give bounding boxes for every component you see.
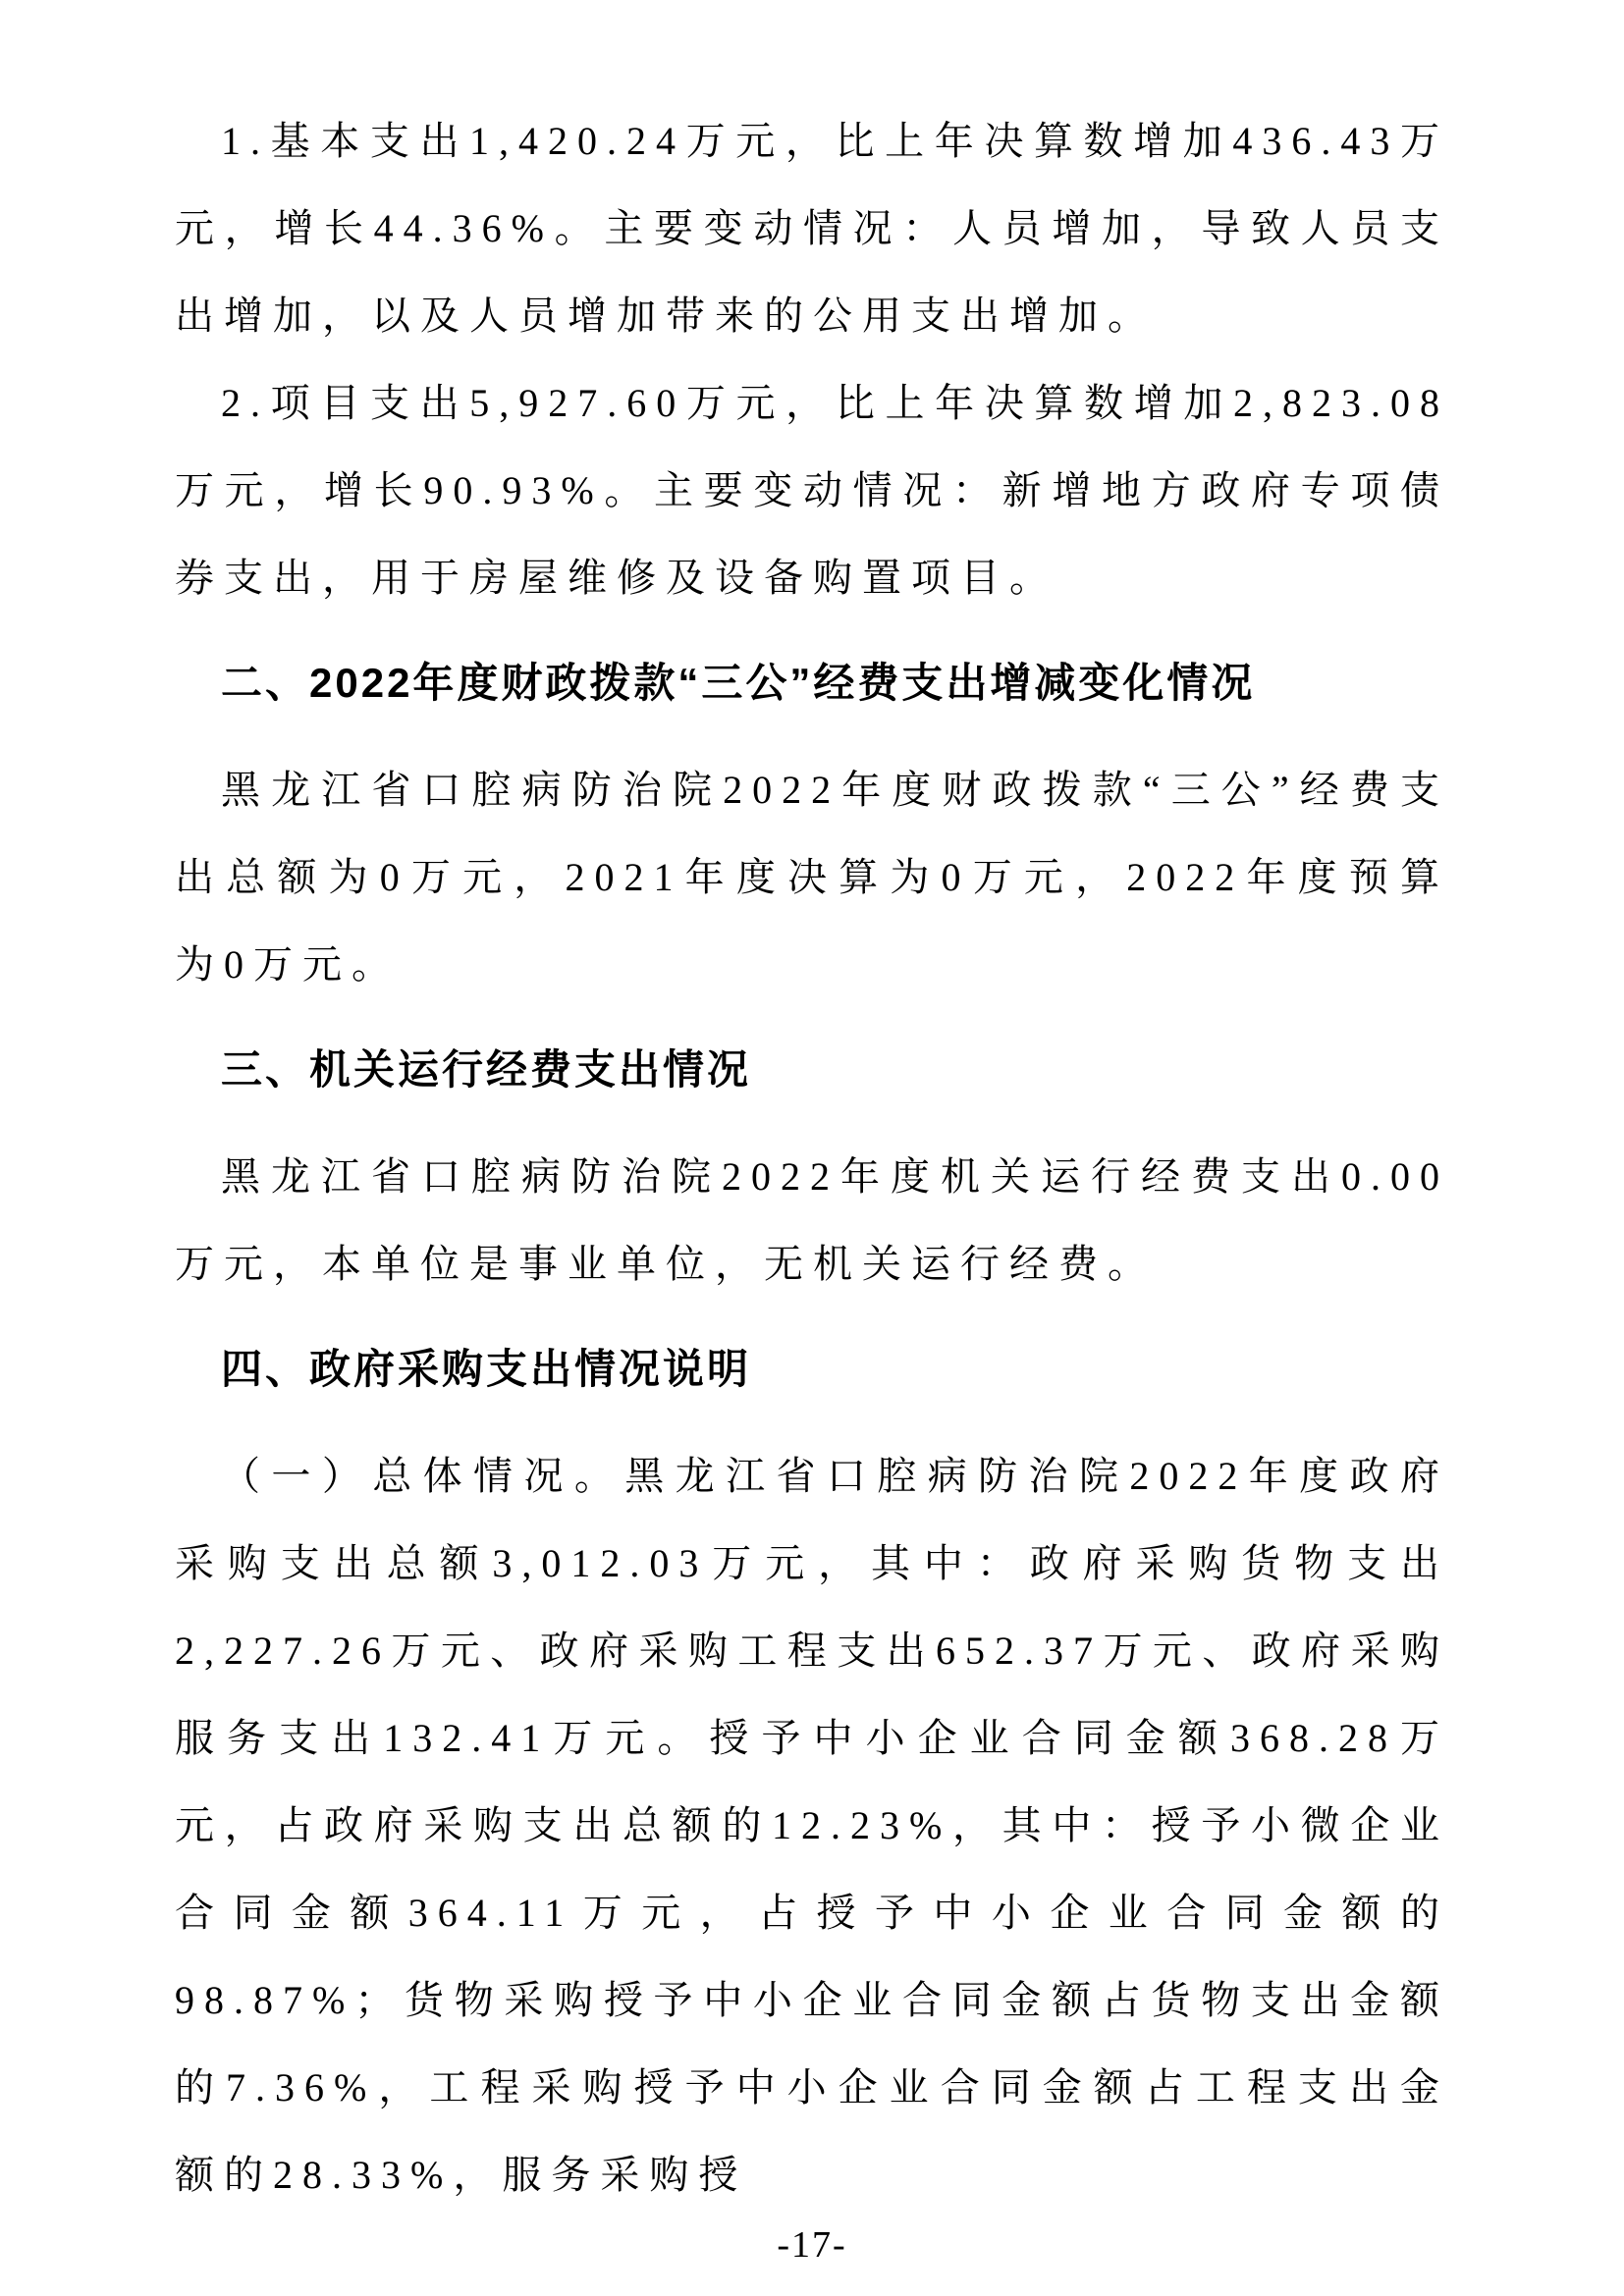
paragraph-basic-expenditure: 1.基本支出1,420.24万元，比上年决算数增加436.43万元，增长44.36%。主要变动情况：人员增加，导致人员支出增加，以及人员增加带来的公用支出增加。 — [175, 119, 1449, 338]
section-heading-government-procurement: 四、政府采购支出情况说明 — [221, 1346, 752, 1392]
paragraph-operating-expenses: 黑龙江省口腔病防治院2022年度机关运行经费支出0.00万元，本单位是事业单位，无机关运行经费。 — [175, 1154, 1449, 1286]
page-body-text — [175, 97, 1449, 2218]
paragraph-three-public-funds: 黑龙江省口腔病防治院2022年度财政拨款“三公”经费支出总额为0万元，2021年度决算为0万元，2022年度预算为0万元。 — [175, 768, 1449, 987]
page-number: -17- — [777, 2224, 847, 2266]
section-heading-operating-expenses: 三、机关运行经费支出情况 — [221, 1046, 752, 1093]
paragraph-project-expenditure: 2.项目支出5,927.60万元，比上年决算数增加2,823.08万元，增长90.93%。主要变动情况：新增地方政府专项债券支出，用于房屋维修及设备购置项目。 — [175, 381, 1449, 600]
section-heading-three-public-funds: 二、2022年度财政拨款“三公”经费支出增减变化情况 — [221, 660, 1256, 706]
paragraph-procurement-overview: （一）总体情况。黑龙江省口腔病防治院2022年度政府采购支出总额3,012.03万元，其中：政府采购货物支出2,227.26万元、政府采购工程支出652.37万元、政府采购服务支出132.41万元。授予中小企业合同金额368.28万元，占政府采购支出总额的12.23%，其中：授予小微企业合同金额364.11万元，占授予中小企业合同金额的98.87%；货物采购授予中小企业合同金额占货物支出金额的7.36%，工程采购授予中小企业合同金额占工程支出金额的28.33%，服务采购授 — [175, 1454, 1449, 2197]
